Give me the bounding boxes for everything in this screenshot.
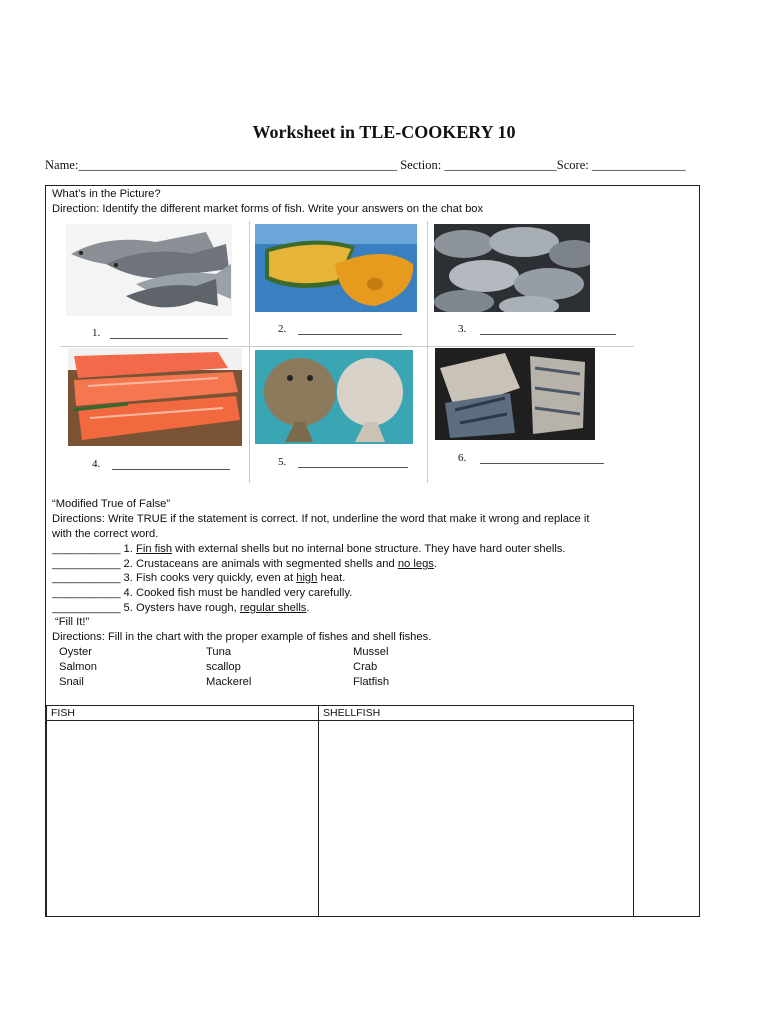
answer-blank-4[interactable] [112,469,230,470]
statement-2: ___________ 2. Crustaceans are animals with segmented shells and no legs. [52,558,437,570]
statement-4: ___________ 4. Cooked fish must be handled very carefully. [52,587,353,599]
answer-blank[interactable]: ___________ [52,587,121,599]
fillet-photo [68,348,242,446]
word-bank-item: Tuna [206,646,232,658]
name-field[interactable]: Name:___________________________________________________ [45,158,398,172]
word-bank-item: Salmon [59,661,97,673]
answer-blank-3[interactable] [480,334,616,335]
picture-number-6: 6. [458,452,467,464]
picture-grid [60,221,634,483]
word-bank-item: Mussel [353,646,389,658]
word-bank-item: Flatfish [353,676,390,688]
answer-blank[interactable]: ___________ [52,572,121,584]
statement-5: ___________ 5. Oysters have rough, regular shells. [52,602,310,614]
picture-number-5: 5. [278,456,287,468]
answer-blank[interactable]: ___________ [52,602,121,614]
part2-directions-line1: Directions: Write TRUE if the statement is correct. If not, underline the word that make it wrong and replace it [52,513,590,525]
word-bank-item: Crab [353,661,378,673]
shellfish-answer-cell[interactable] [319,721,634,917]
fish-shellfish-chart [46,705,634,917]
fish-answer-cell[interactable] [47,721,319,917]
answer-blank-2[interactable] [298,334,402,335]
word-bank-item: Snail [59,676,84,688]
section-field[interactable]: Section: __________________ [400,158,557,172]
header-fields [45,158,705,173]
part1-direction: Direction: Identify the different market forms of fish. Write your answers on the chat box [52,203,484,215]
picture-number-2: 2. [278,323,287,335]
fish-steak-photo [255,224,417,312]
shellfish-column-header: SHELLFISH [319,706,634,721]
score-field[interactable]: Score: _______________ [556,158,686,172]
flatfish-photo [255,350,413,444]
part3-heading: “Fill It!” [55,616,90,628]
picture-number-1: 1. [92,327,101,339]
statement-1: ___________ 1. Fin fish with external shells but no internal bone structure. They have hard outer shells. [52,543,566,555]
picture-number-4: 4. [92,458,101,470]
answer-blank-1[interactable] [110,338,228,339]
picture-number-3: 3. [458,323,467,335]
whole-fish-photo [66,224,232,316]
answer-blank-5[interactable] [298,467,408,468]
part2-heading: “Modified True of False” [52,498,171,510]
worksheet-title: Worksheet in TLE-COOKERY 10 [252,122,516,142]
part2-directions-line2: with the correct word. [52,528,159,540]
word-bank-item: Mackerel [206,676,252,688]
word-bank-item: scallop [206,661,241,673]
butterflied-fish-photo [435,348,595,440]
dressed-fish-photo [434,224,590,312]
answer-blank[interactable]: ___________ [52,543,121,555]
word-bank-item: Oyster [59,646,92,658]
part1-heading: What’s in the Picture? [52,188,161,200]
statement-3: ___________ 3. Fish cooks very quickly, even at high heat. [52,572,346,584]
part3-directions: Directions: Fill in the chart with the proper example of fishes and shell fishes. [52,631,432,643]
fish-column-header: FISH [47,706,319,721]
answer-blank-6[interactable] [480,463,604,464]
answer-blank[interactable]: ___________ [52,558,121,570]
